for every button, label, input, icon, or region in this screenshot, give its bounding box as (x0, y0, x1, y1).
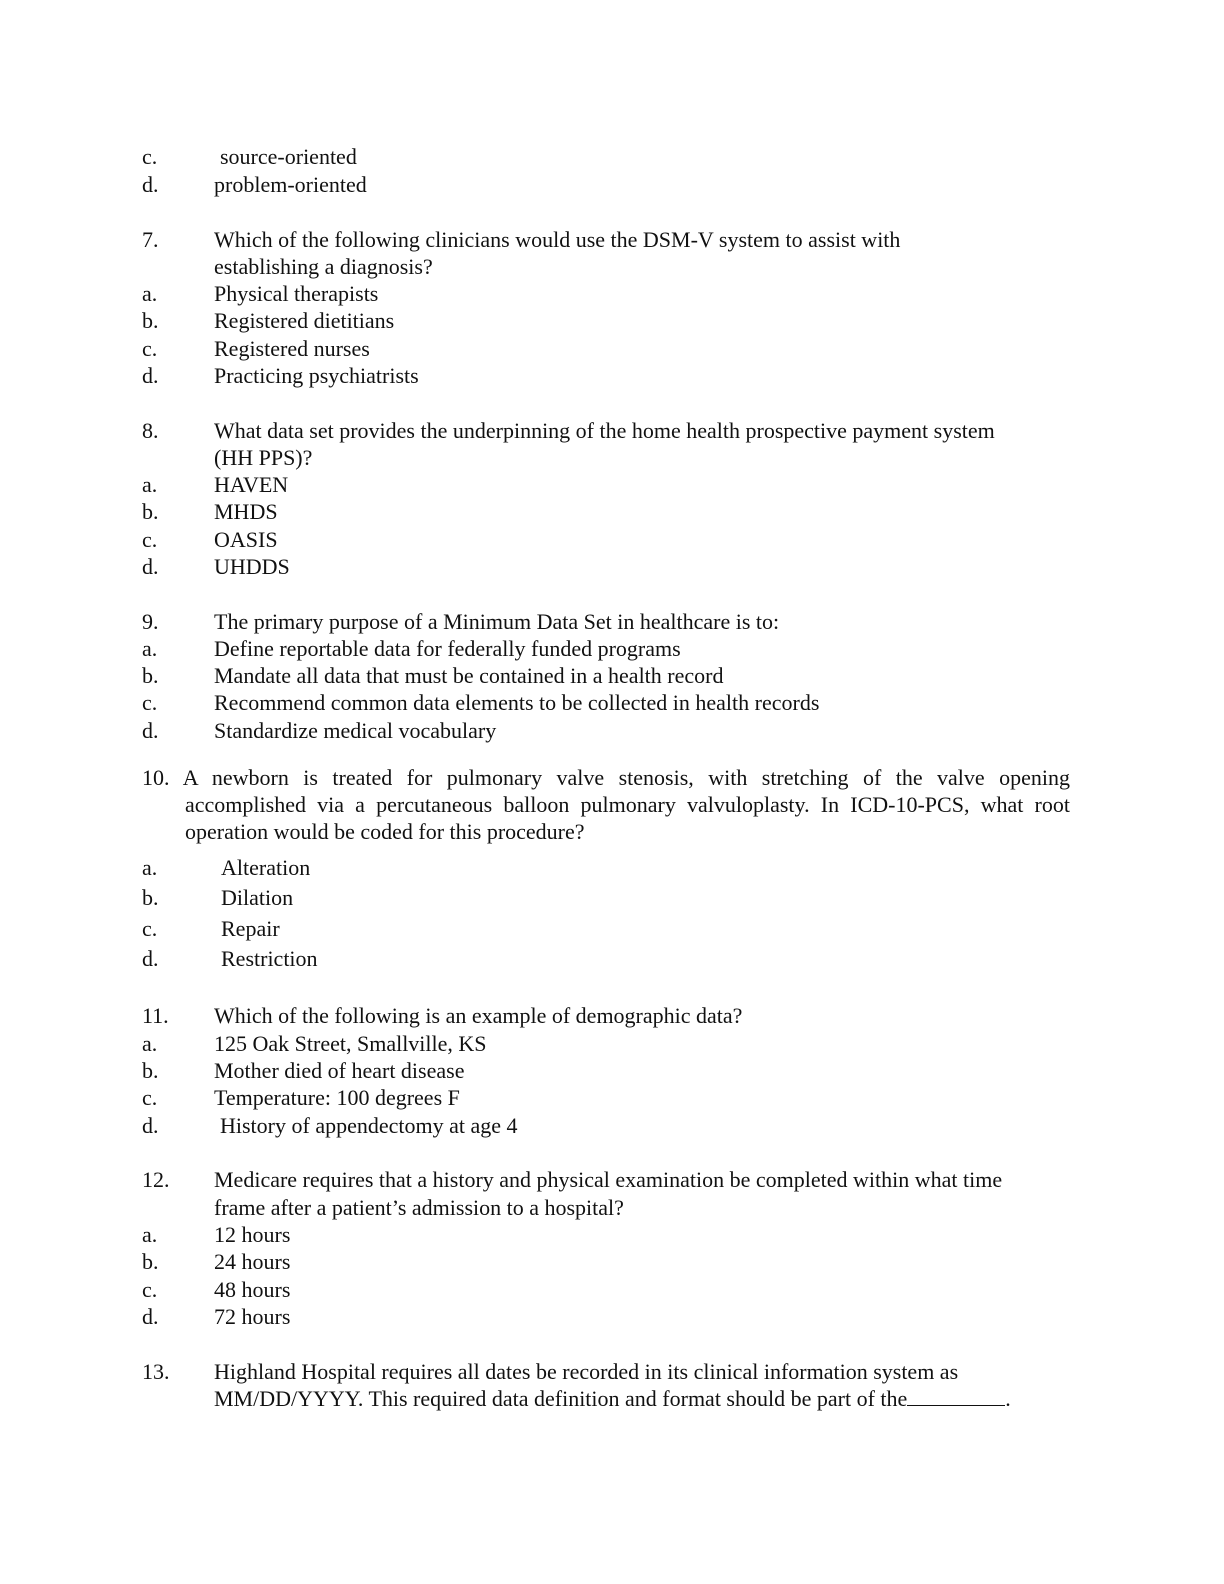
question-text: Highland Hospital requires all dates be recorded in its clinical information system as (214, 1359, 959, 1384)
option-text: UHDDS (214, 554, 290, 579)
option-d (0, 553, 1224, 581)
option-label: b. (142, 885, 159, 910)
option-b (0, 498, 1224, 526)
option-d (0, 1112, 1224, 1140)
option-label: c. (142, 1085, 158, 1110)
option-text: History of appendectomy at age 4 (220, 1113, 518, 1138)
option-text: MHDS (214, 499, 278, 524)
option-text: Standardize medical vocabulary (214, 718, 497, 743)
option-text: Alteration (221, 855, 311, 880)
list-item (0, 143, 1224, 171)
option-label: c. (142, 1277, 158, 1302)
question-text: Which of the following is an example of demographic data? (214, 1003, 743, 1028)
option-b (0, 1248, 1224, 1276)
option-text: 125 Oak Street, Smallville, KS (214, 1031, 487, 1056)
trailing-punctuation: . (1005, 1386, 1011, 1411)
option-a (0, 471, 1224, 499)
option-label: c. (142, 690, 158, 715)
question-text: Which of the following clinicians would use the DSM-V system to assist with (214, 227, 901, 252)
option-text: Practicing psychiatrists (214, 363, 419, 388)
option-c (0, 335, 1224, 363)
option-text: problem-oriented (214, 172, 367, 197)
question-number: 12. (142, 1167, 170, 1192)
question-text: MM/DD/YYYY. This required data definition and format should be part of the (214, 1386, 908, 1411)
option-text: Registered dietitians (214, 308, 395, 333)
option-label: a. (142, 1222, 158, 1247)
option-label: a. (142, 281, 158, 306)
option-label: d. (142, 946, 159, 971)
option-a (0, 280, 1224, 308)
option-text: 48 hours (214, 1277, 291, 1302)
option-label: b. (142, 663, 159, 688)
list-item (0, 171, 1224, 199)
option-label: a. (142, 855, 158, 880)
question-text-with-blank (214, 1385, 1011, 1413)
option-label: c. (142, 916, 158, 941)
option-b (0, 662, 1224, 690)
option-d (0, 717, 1224, 745)
option-text: Dilation (221, 885, 294, 910)
option-label: b. (142, 499, 159, 524)
option-c (0, 689, 1224, 717)
question-number: 8. (142, 418, 159, 443)
option-label: b. (142, 1058, 159, 1083)
option-c (0, 526, 1224, 554)
option-text: Restriction (221, 946, 318, 971)
option-text: Define reportable data for federally funded programs (214, 636, 681, 661)
option-label: a. (142, 472, 158, 497)
option-text: source-oriented (220, 144, 357, 169)
option-label: d. (142, 1113, 159, 1138)
option-c (0, 915, 1224, 943)
option-label: c. (142, 144, 158, 169)
option-text: Temperature: 100 degrees F (214, 1085, 460, 1110)
option-label: d. (142, 363, 159, 388)
option-a (0, 1221, 1224, 1249)
option-text: 12 hours (214, 1222, 291, 1247)
question-number: 10. (142, 765, 170, 790)
option-a (0, 635, 1224, 663)
option-label: b. (142, 308, 159, 333)
option-b (0, 1057, 1224, 1085)
option-label: d. (142, 172, 159, 197)
option-label: d. (142, 718, 159, 743)
option-label: a. (142, 636, 158, 661)
option-d (0, 1303, 1224, 1331)
option-b (0, 307, 1224, 335)
question-number: 13. (142, 1359, 170, 1384)
option-label: c. (142, 527, 158, 552)
option-text: Recommend common data elements to be collected in health records (214, 690, 820, 715)
option-text: HAVEN (214, 472, 289, 497)
option-c (0, 1276, 1224, 1304)
question-text: (HH PPS)? (214, 445, 313, 470)
question-number: 11. (142, 1003, 169, 1028)
option-text: Repair (221, 916, 280, 941)
question-text (142, 764, 1070, 845)
option-text: Mother died of heart disease (214, 1058, 465, 1083)
option-a (0, 854, 1224, 882)
question-number: 7. (142, 227, 159, 252)
question-text: Medicare requires that a history and physical examination be completed within what time (214, 1167, 1003, 1192)
answer-blank (907, 1387, 1005, 1406)
option-text: Physical therapists (214, 281, 379, 306)
option-text: OASIS (214, 527, 278, 552)
option-label: c. (142, 336, 158, 361)
option-d (0, 945, 1224, 973)
option-text: Mandate all data that must be contained in a health record (214, 663, 724, 688)
question-number: 9. (142, 609, 159, 634)
option-label: d. (142, 554, 159, 579)
question-body: A newborn is treated for pulmonary valve stenosis, with stretching of the valve opening accomplished via a percutaneous balloon pulmonary valvuloplasty. In ICD-10-PCS, what root operation would be coded for this procedure? (182, 765, 1070, 844)
question-text: frame after a patient’s admission to a hospital? (214, 1195, 624, 1220)
option-c (0, 1084, 1224, 1112)
option-d (0, 362, 1224, 390)
question-text: establishing a diagnosis? (214, 254, 433, 279)
option-label: b. (142, 1249, 159, 1274)
option-text: Registered nurses (214, 336, 370, 361)
option-label: d. (142, 1304, 159, 1329)
question-text: What data set provides the underpinning of the home health prospective payment system (214, 418, 995, 443)
option-label: a. (142, 1031, 158, 1056)
option-text: 24 hours (214, 1249, 291, 1274)
option-text: 72 hours (214, 1304, 291, 1329)
option-a (0, 1030, 1224, 1058)
question-text: The primary purpose of a Minimum Data Set in healthcare is to: (214, 609, 780, 634)
option-b (0, 884, 1224, 912)
